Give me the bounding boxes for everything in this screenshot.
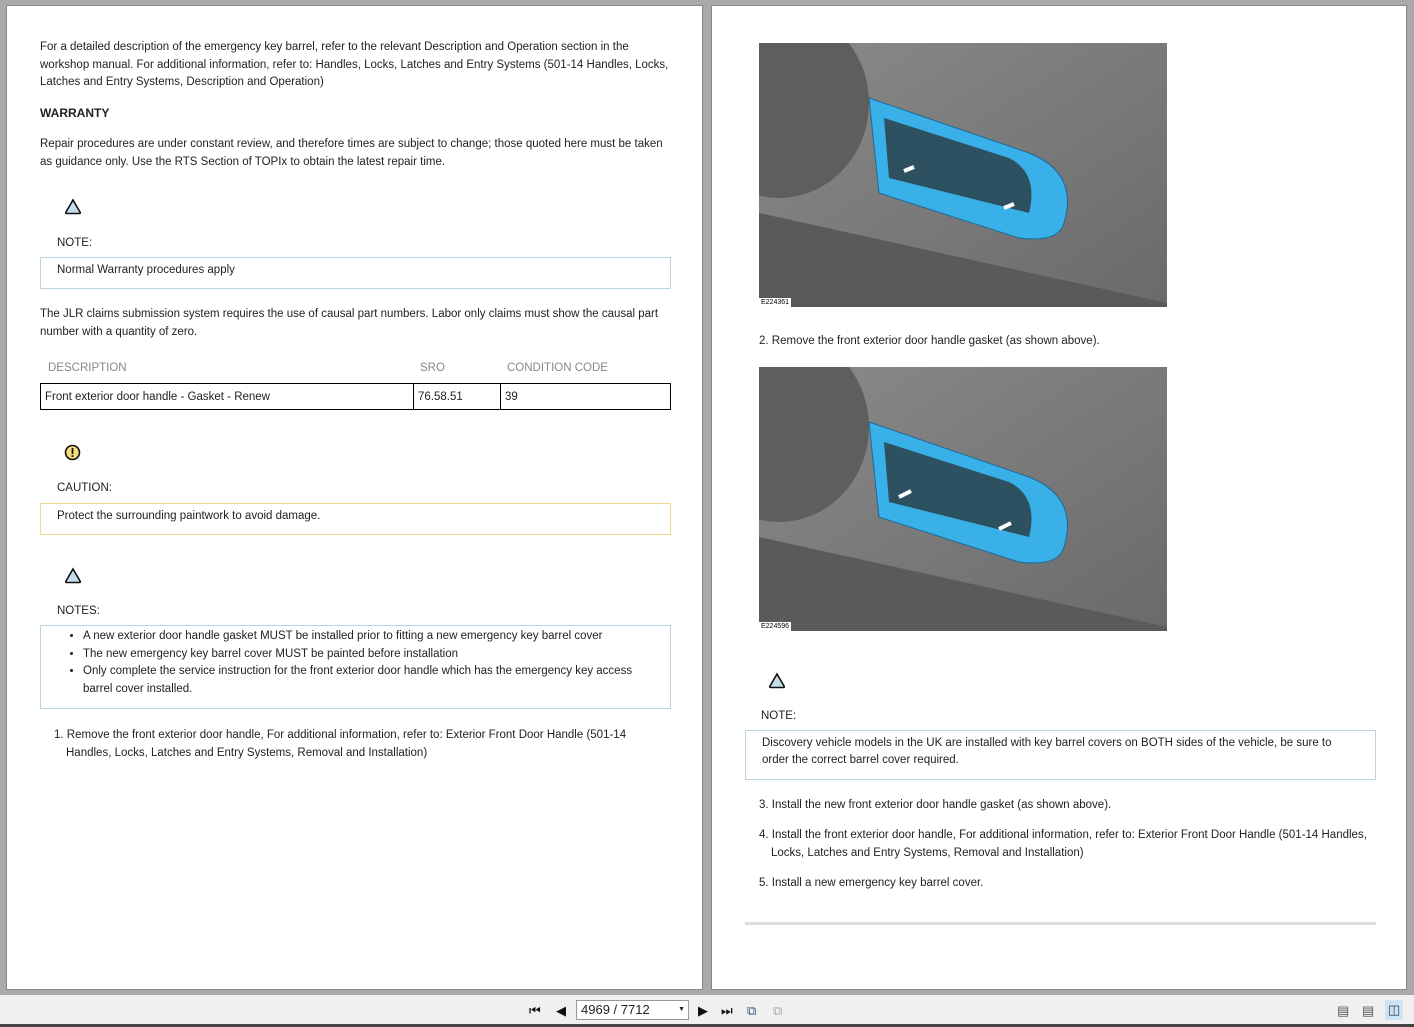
intro-text: For a detailed description of the emergency key barrel, refer to the relevant Description and Operation section in the workshop manual. For additional information, refer to: Handles, Locks, Latches and Entry Systems (501-14 Handles, Locks, Latches and Entry Systems, Description and Operation) [40, 41, 669, 88]
continuous-page-icon[interactable]: ▤ [1362, 1003, 1375, 1018]
notes-icon [64, 567, 82, 584]
single-page-icon[interactable]: ▤ [1337, 1003, 1350, 1018]
step-4: 4. Install the front exterior door handle, For additional information, refer to: Exterior Front Door Handle (501-14 Handles, Locks, Latches and Entry Systems, Removal and Installation) [759, 829, 1367, 859]
door-handle-image [759, 367, 1167, 631]
step-2: 2. Remove the front exterior door handle gasket (as shown above). [759, 335, 1100, 347]
caution-box: Protect the surrounding paintwork to avoid damage. [40, 503, 671, 535]
page-number-value: 4969 / 7712 [581, 1002, 650, 1017]
chevron-down-icon[interactable]: ▼ [678, 1006, 685, 1013]
left-page [6, 5, 703, 990]
step-3: 3. Install the new front exterior door handle gasket (as shown above). [759, 799, 1112, 811]
cell-description: Front exterior door handle - Gasket - Renew [41, 384, 414, 410]
figure-1-id: E224361 [761, 299, 790, 306]
caution-icon [64, 444, 81, 461]
cell-sro: 76.58.51 [414, 384, 501, 410]
col-sro: SRO [420, 362, 445, 374]
figure-1 [759, 43, 1167, 307]
divider [745, 922, 1376, 925]
step-1: 1. Remove the front exterior door handle, For additional information, refer to: Exterior Front Door Handle (501-14 Handles, Locks, Latches and Entry Systems, Removal and Installation) [54, 729, 627, 759]
sro-table [40, 383, 671, 410]
note-box: Discovery vehicle models in the UK are installed with key barrel covers on BOTH sides of the vehicle, be sure to order the correct barrel cover required. [745, 730, 1376, 780]
first-page-icon[interactable]: ⏮ [529, 1003, 541, 1018]
caution-label: CAUTION: [57, 482, 112, 494]
two-page-view-icon[interactable]: ◫ [1385, 1000, 1403, 1020]
note-item: • Only complete the service instruction for the front exterior door handle which has the emergency key access barrel cover installed. [83, 663, 654, 698]
previous-page-icon[interactable]: ◀ [556, 1003, 566, 1018]
notes-box [40, 625, 671, 709]
note-icon [64, 198, 82, 215]
note-label: NOTE: [761, 710, 797, 722]
notes-label: NOTES: [57, 605, 100, 617]
cell-condition: 39 [501, 384, 671, 410]
warranty-heading: WARRANTY [40, 106, 110, 120]
note-item: • The new emergency key barrel cover MUST be painted before installation [83, 646, 654, 664]
col-condition-code: CONDITION CODE [507, 362, 608, 374]
note-box: Normal Warranty procedures apply [40, 257, 671, 289]
claims-text: The JLR claims submission system requires the use of causal part numbers. Labor only claims must show the causal part number with a quantity of zero. [40, 308, 659, 338]
warranty-text: Repair procedures are under constant review, and therefore times are subject to change; those quoted here must be taken as guidance only. Use the RTS Section of TOPIx to obtain the latest repair time. [40, 138, 663, 168]
page-number-input[interactable] [576, 1000, 689, 1020]
last-page-icon[interactable]: ⏭ [721, 1003, 733, 1018]
back-view-icon[interactable]: ⧉ [747, 1003, 757, 1018]
note-item: • A new exterior door handle gasket MUST be installed prior to fitting a new emergency key barrel cover [83, 628, 654, 646]
note-label: NOTE: [57, 237, 93, 249]
step-5: 5. Install a new emergency key barrel cover. [759, 877, 984, 889]
bottom-toolbar [0, 995, 1414, 1027]
right-page [711, 5, 1407, 990]
next-page-icon[interactable]: ▶ [698, 1003, 708, 1018]
figure-2-id: E224596 [761, 623, 790, 630]
table-row [41, 384, 671, 410]
door-handle-image [759, 43, 1167, 307]
col-description: DESCRIPTION [48, 362, 127, 374]
note-icon [768, 672, 786, 689]
forward-view-icon[interactable]: ⧉ [773, 1003, 783, 1018]
figure-2 [759, 367, 1167, 631]
